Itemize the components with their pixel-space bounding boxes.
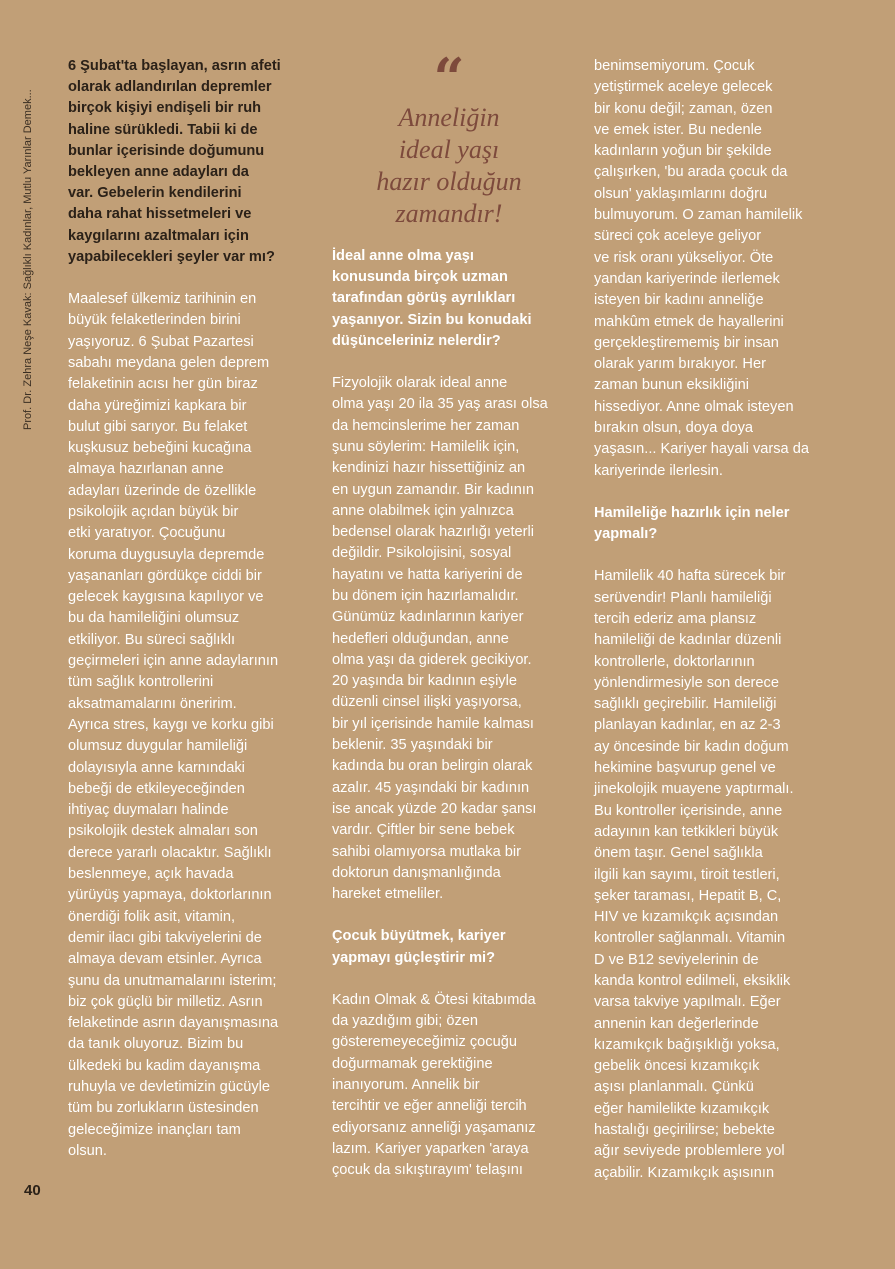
column-1: [68, 56, 308, 1162]
text-line: tüm bu zorlukların üstesinden: [68, 1100, 259, 1117]
text-line: yaşasın... Kariyer hayali varsa da: [594, 441, 809, 458]
text-line: aşısı planlanmalı. Çünkü: [594, 1079, 754, 1096]
text-line: olsun' yaklaşımlarını doğru: [594, 185, 768, 202]
quote-mark-icon: “: [433, 46, 465, 110]
text-line: almaya hazırlanan anne: [68, 461, 224, 478]
text-line: ideal yaşı: [398, 135, 500, 164]
text-line: geçirmeleri için anne adaylarının: [68, 653, 279, 670]
text-line: ruhuyla ve devletimizin gücüyle: [68, 1079, 270, 1096]
text-line: ağır seviyede problemlere yol: [594, 1143, 785, 1160]
text-line: bedensel olarak hazırlığı yeterli: [332, 524, 534, 541]
text-line: şunu söylerim: Hamilelik için,: [332, 438, 520, 455]
text-line: ise ancak yüzde 20 kadar şansı: [332, 800, 537, 817]
text-line: psikolojik destek almaları son: [68, 823, 258, 840]
text-line: Çocuk büyütmek, kariyer: [332, 928, 506, 945]
text-line: lazım. Kariyer yaparken 'araya: [332, 1140, 529, 1157]
text-line: hedefleri olduğundan, anne: [332, 630, 509, 647]
text-line: yetiştirmek aceleye gelecek: [594, 79, 773, 96]
text-line: açabilir. Kızamıkçık aşısının: [594, 1164, 775, 1181]
text-line: bulut gibi sarıyor. Bu felaket: [68, 418, 248, 435]
text-line: olarak yarım bırakıyor. Her: [594, 356, 766, 373]
text-line: mahkûm etmek de hayallerini: [594, 313, 784, 330]
text-line: değildir. Psikolojisini, sosyal: [332, 545, 512, 562]
text-line: İdeal anne olma yaşı: [332, 248, 474, 264]
text-line: yönlendirmesiyle son derece: [594, 674, 779, 691]
text-line: yandan kariyerinde ilerlemek: [594, 270, 780, 287]
text-line: etki yaratıyor. Çocuğunu: [68, 525, 226, 542]
text-line: zamandır!: [395, 199, 503, 228]
text-line: HIV ve kızamıkçık açısından: [594, 909, 779, 926]
text-line: derece yararlı olacaktır. Sağlıklı: [68, 844, 272, 861]
answer-earthquake: [68, 289, 308, 1162]
text-line: birçok kişiyi endişeli bir ruh: [68, 100, 262, 117]
text-line: ay öncesinde bir kadın doğum: [594, 738, 789, 755]
text-line: hamileliği de kadınlar düzenli: [594, 632, 782, 649]
text-line: dolayısıyla anne karnındaki: [68, 759, 245, 776]
text-line: 20 yaşında bir kadının eşiyle: [332, 673, 517, 690]
text-line: beslenmeye, açık havada: [68, 866, 234, 883]
text-line: bir yıl içerisinde hamile kalması: [332, 715, 534, 732]
text-line: olma yaşı 20 ila 35 yaş arası olsa: [332, 396, 548, 413]
text-line: Fizyolojik olarak ideal anne: [332, 375, 508, 392]
text-line: önem taşır. Genel sağlıkla: [594, 845, 763, 862]
text-line: doktorun danışmanlığında: [332, 864, 501, 881]
text-line: 6 Şubat'ta başlayan, asrın afeti: [68, 58, 281, 74]
text-line: kaygılarını azaltmaları için: [68, 227, 249, 244]
text-line: bırakın olsun, doya doya: [594, 420, 754, 437]
text-line: geleceğimize inançları tam: [68, 1121, 241, 1138]
column-3: [594, 56, 834, 1184]
text-line: adayları üzerinde de özellikle: [68, 482, 257, 499]
text-line: kuşkusuz bebeğini kucağına: [68, 440, 252, 457]
text-line: çalışırken, 'bu arada çocuk da: [594, 164, 788, 181]
text-line: Ayrıca stres, kaygı ve korku gibi: [68, 716, 274, 733]
text-line: yürüyüş yapmaya, doktorlarının: [68, 887, 272, 904]
text-line: olma yaşı da giderek gecikiyor.: [332, 651, 532, 668]
text-line: ülkedeki bu kadim dayanışma: [68, 1057, 261, 1074]
text-line: serüvendir! Planlı hamileliği: [594, 589, 772, 606]
text-line: yapmalı?: [594, 526, 658, 543]
page-number: 40: [24, 1182, 41, 1199]
pull-quote-text: [332, 102, 566, 230]
text-line: bekleyen anne adayları da: [68, 164, 249, 181]
text-line: düşünceleriniz nelerdir?: [332, 332, 501, 349]
text-line: şunu da unutmamalarını isterim;: [68, 972, 277, 989]
text-line: hayatını ve hatta kariyerini de: [332, 566, 523, 583]
text-line: bu da hamileliğini olumsuz: [68, 610, 240, 627]
text-line: önerdiği folik asit, vitamin,: [68, 908, 236, 925]
spacer: [594, 482, 834, 503]
text-line: en uygun zamandır. Bir kadının: [332, 481, 535, 498]
spacer: [68, 268, 308, 289]
text-line: yaşananları gördükçe ciddi bir: [68, 567, 262, 584]
text-line: olarak adlandırılan depremler: [68, 79, 272, 96]
text-line: ilgili kan sayımı, tiroit testleri,: [594, 866, 780, 883]
text-line: düzenli cinsel ilişki yaşıyorsa,: [332, 694, 522, 711]
text-line: tüm sağlık kontrollerini: [68, 674, 214, 691]
text-line: vardır. Çiftler bir sene bebek: [332, 822, 515, 839]
running-header: Prof. Dr. Zehra Neşe Kavak: Sağlıklı Kadınlar, Mutlu Yarınlar Demek...: [22, 89, 34, 430]
text-line: inanıyorum. Annelik bir: [332, 1077, 480, 1094]
text-line: felaketinin acısı her gün biraz: [68, 376, 258, 393]
text-line: bunlar içerisinde doğumunu: [68, 142, 265, 159]
text-line: Günümüz kadınlarının kariyer: [332, 609, 524, 626]
text-line: ve risk oranı yükseliyor. Öte: [594, 249, 774, 266]
text-line: aksatmamalarını öneririm.: [68, 695, 237, 712]
answer-ideal-age: [332, 373, 566, 905]
text-line: D ve B12 seviyelerinin de: [594, 951, 759, 968]
answer-career-continued: [594, 56, 834, 482]
text-line: hareket etmeliler.: [332, 886, 444, 903]
text-line: sağlıklı geçirebilir. Hamileliği: [594, 696, 777, 713]
pull-quote: [332, 46, 566, 230]
text-line: Kadın Olmak & Ötesi kitabımda: [332, 991, 536, 1008]
text-line: kendinizi hazır hissettiğiniz an: [332, 460, 526, 477]
text-line: daha yüreğimizi kapkara bir: [68, 397, 247, 414]
text-line: hekimine başvurup genel ve: [594, 760, 776, 777]
text-line: annenin kan değerlerinde: [594, 1015, 759, 1032]
text-line: da hemcinslerime her zaman: [332, 417, 520, 434]
text-line: haline sürükledi. Tabii ki de: [68, 121, 258, 138]
question-preparation: [594, 503, 834, 545]
text-line: var. Gebelerin kendilerini: [68, 185, 242, 202]
column-2: [332, 46, 566, 1182]
text-line: çocuk da sıkıştırayım' telaşını: [332, 1162, 523, 1179]
text-line: eğer hamilelikte kızamıkçık: [594, 1100, 770, 1117]
text-line: süreci çok aceleye geliyor: [594, 228, 762, 245]
text-line: kadınların yoğun bir şekilde: [594, 143, 772, 160]
text-line: yaşanıyor. Sizin bu konudaki: [332, 311, 532, 328]
spacer: [332, 905, 566, 926]
text-line: adayının kan tetkikleri büyük: [594, 823, 779, 840]
text-line: hazır olduğun: [376, 167, 522, 196]
text-line: gösteremeyeceğimiz çocuğu: [332, 1034, 517, 1051]
spacer: [332, 352, 566, 373]
text-line: Hamileliğe hazırlık için neler: [594, 504, 790, 521]
text-line: yapabilecekleri şeyler var mı?: [68, 248, 275, 265]
text-line: almaya devam etsinler. Ayrıca: [68, 951, 262, 968]
text-line: jinekolojik muayene yaptırmalı.: [594, 781, 794, 798]
text-line: kanda kontrol edilmeli, eksiklik: [594, 972, 791, 989]
text-line: etkiliyor. Bu süreci sağlıklı: [68, 631, 236, 648]
text-line: ve emek ister. Bu nedenle: [594, 121, 762, 138]
text-line: gelecek kaygısına kapılıyor ve: [68, 589, 264, 606]
text-line: kontroller sağlanmalı. Vitamin: [594, 930, 786, 947]
text-line: ediyorsanız anneliği yaşamanız: [332, 1119, 536, 1136]
text-line: varsa takviye yapılmalı. Eğer: [594, 994, 781, 1011]
text-line: gerçekleştirememiş bir insan: [594, 334, 779, 351]
text-line: kadında bu oran belirgin olarak: [332, 758, 533, 775]
text-line: zaman bunun eksikliğini: [594, 377, 749, 394]
text-line: tercih ederiz ama plansız: [594, 610, 757, 627]
text-line: kariyerinde ilerlesin.: [594, 462, 723, 479]
text-line: Hamilelik 40 hafta sürecek bir: [594, 568, 786, 585]
text-line: da tanık oluyoruz. Bizim bu: [68, 1036, 244, 1053]
text-line: biz çok güçlü bir milletiz. Asrın: [68, 993, 263, 1010]
text-line: bu dönem için hazırlamalıdır.: [332, 587, 519, 604]
text-line: bulmuyorum. O zaman hamilelik: [594, 207, 803, 224]
text-line: planlayan kadınlar, en az 2-3: [594, 717, 781, 734]
text-line: bir konu değil; zaman, özen: [594, 100, 773, 117]
text-line: olumsuz duygular hamileliği: [68, 738, 248, 755]
text-line: konusunda birçok uzman: [332, 269, 508, 286]
spacer: [332, 969, 566, 990]
text-line: anne olabilmek için yalnızca: [332, 502, 514, 519]
text-line: bebeği de etkileyeceğinden: [68, 780, 245, 797]
answer-preparation: [594, 566, 834, 1184]
spacer: [594, 545, 834, 566]
text-line: kontrollerle, doktorlarının: [594, 653, 755, 670]
text-line: tercihtir ve eğer anneliği tercih: [332, 1098, 527, 1115]
question-earthquake: [68, 56, 308, 268]
text-line: Maalesef ülkemiz tarihinin en: [68, 291, 257, 308]
text-line: psikolojik açıdan büyük bir: [68, 504, 239, 520]
text-line: şeker taraması, Hepatit B, C,: [594, 887, 782, 904]
text-line: hastalığı geçirilirse; bebekte: [594, 1122, 775, 1139]
text-line: demir ilacı gibi takviyelerini de: [68, 929, 262, 946]
text-line: Anneliğin: [398, 103, 500, 132]
text-line: ihtiyaç duymaları halinde: [68, 802, 229, 819]
question-ideal-age: [332, 246, 566, 352]
text-line: yaşıyoruz. 6 Şubat Pazartesi: [68, 333, 254, 350]
text-line: benimsemiyorum. Çocuk: [594, 58, 755, 74]
text-line: da yazdığım gibi; özen: [332, 1013, 479, 1030]
text-line: gebelik öncesi kızamıkçık: [594, 1058, 760, 1075]
text-line: tarafından görüş ayrılıkları: [332, 290, 516, 307]
text-line: yapmayı güçleştirir mi?: [332, 949, 496, 966]
question-career: [332, 926, 566, 968]
text-line: kızamıkçık bağışıklığı yoksa,: [594, 1036, 780, 1053]
text-line: isteyen bir kadını anneliğe: [594, 292, 764, 309]
text-line: sahibi olamıyorsa mutlaka bir: [332, 843, 521, 860]
text-line: beklenir. 35 yaşındaki bir: [332, 737, 493, 754]
text-line: azalır. 45 yaşındaki bir kadının: [332, 779, 530, 796]
text-line: doğurmamak gerektiğine: [332, 1055, 493, 1072]
text-line: koruma duygusuyla depremde: [68, 546, 265, 563]
text-line: olsun.: [68, 1142, 107, 1159]
text-line: hissediyor. Anne olmak isteyen: [594, 398, 794, 415]
text-line: Bu kontroller içerisinde, anne: [594, 802, 783, 819]
text-line: sabahı meydana gelen deprem: [68, 354, 270, 371]
answer-career: [332, 990, 566, 1182]
text-line: daha rahat hissetmeleri ve: [68, 206, 252, 223]
text-line: felaketinde asrın dayanışmasına: [68, 1015, 279, 1032]
text-line: büyük felaketlerinden birini: [68, 312, 241, 329]
